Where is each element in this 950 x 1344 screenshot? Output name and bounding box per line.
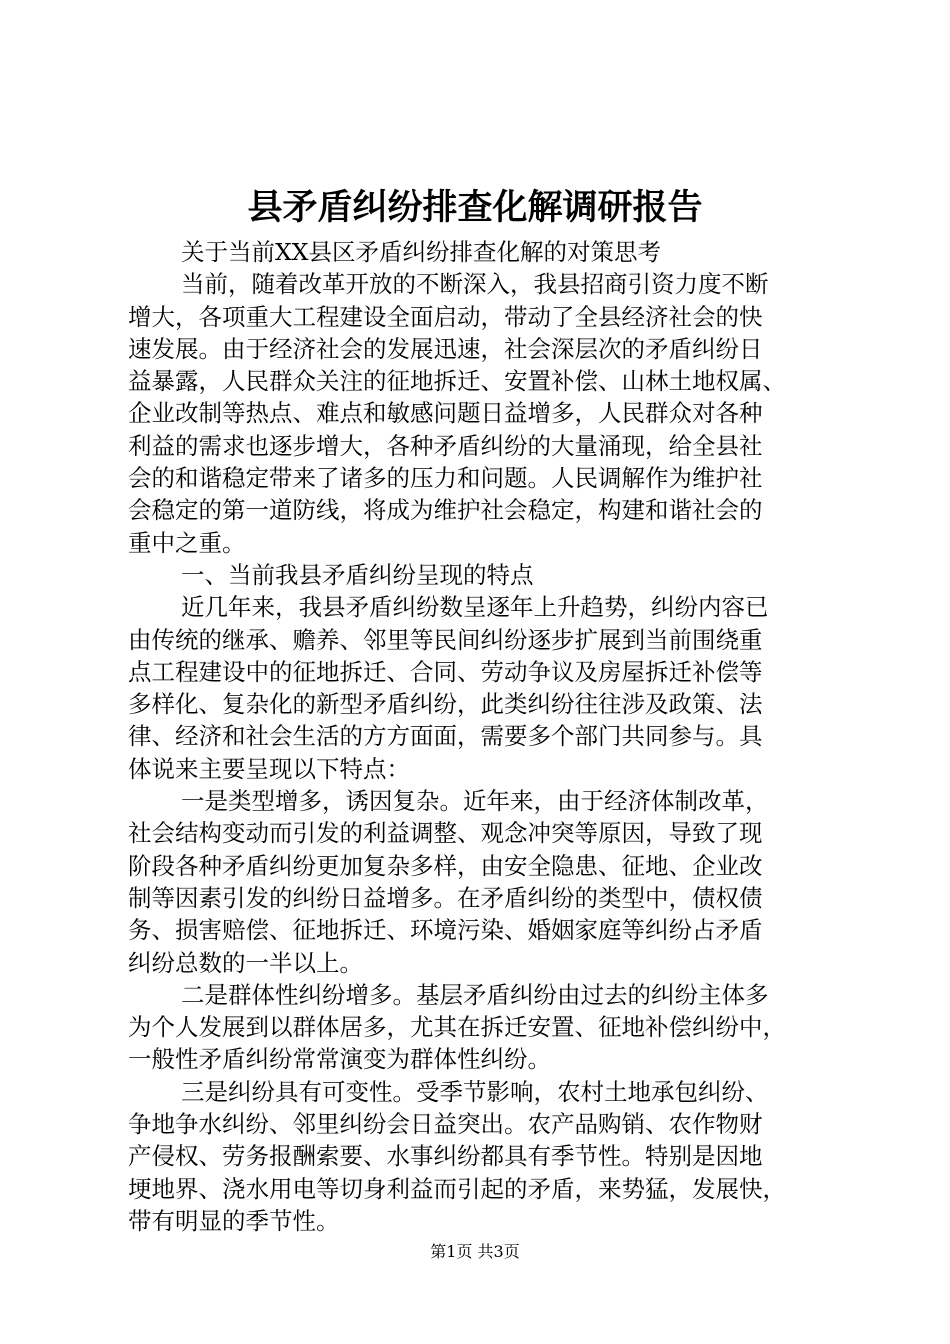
text-line: 埂地界、浇水用电等切身利益而引起的矛盾，来势猛，发展快， [128,1174,786,1203]
text-line: 近几年来，我县矛盾纠纷数呈逐年上升趋势，纠纷内容已 [181,593,769,622]
text-line: 一是类型增多，诱因复杂。近年来，由于经济体制改革， [181,787,769,816]
text-line: 企业改制等热点、难点和敏感问题日益增多，人民群众对各种 [128,399,763,428]
text-line: 益暴露，人民群众关注的征地拆迁、安置补偿、山林土地权属、 [128,367,786,396]
document-title: 县矛盾纠纷排查化解调研报告 [247,187,703,228]
text-line: 会稳定的第一道防线，将成为维护社会稳定，构建和谐社会的 [128,496,763,525]
document-body [128,236,848,1237]
text-line: 利益的需求也逐步增大，各种矛盾纠纷的大量涌现，给全县社 [128,431,763,460]
text-line: 务、损害赔偿、征地拆迁、环境污染、婚姻家庭等纠纷占矛盾 [128,916,763,945]
text-line: 制等因素引发的纠纷日益增多。在矛盾纠纷的类型中，债权债 [128,883,763,912]
text-line: 多样化、复杂化的新型矛盾纠纷，此类纠纷往往涉及政策、法 [128,690,763,719]
text-line: 点工程建设中的征地拆迁、合同、劳动争议及房屋拆迁补偿等 [128,657,763,686]
page-footer: 第1页 共3页 [430,1242,520,1261]
text-line: 速发展。由于经济社会的发展迅速，社会深层次的矛盾纠纷日 [128,334,763,363]
text-line: 社会结构变动而引发的利益调整、观念冲突等原因，导致了现 [128,819,763,848]
section-heading: 一、当前我县矛盾纠纷呈现的特点 [181,560,534,589]
text-line: 由传统的继承、赡养、邻里等民间纠纷逐步扩展到当前围绕重 [128,625,763,654]
text-line: 产侵权、劳务报酬索要、水事纠纷都具有季节性。特别是因地 [128,1142,763,1171]
text-line: 关于当前XX县区矛盾纠纷排查化解的对策思考 [181,238,661,266]
text-line: 律、经济和社会生活的方方面面，需要多个部门共同参与。具 [128,722,763,751]
text-line: 三是纠纷具有可变性。受季节影响，农村土地承包纠纷、 [181,1077,769,1106]
text-line: 当前，随着改革开放的不断深入，我县招商引资力度不断 [181,270,769,299]
text-line: 一般性矛盾纠纷常常演变为群体性纠纷。 [128,1045,551,1074]
text-line: 重中之重。 [128,528,246,557]
text-line: 二是群体性纠纷增多。基层矛盾纠纷由过去的纠纷主体多 [181,980,769,1009]
text-line: 纠纷总数的一半以上。 [128,948,363,977]
text-line: 会的和谐稳定带来了诸多的压力和问题。人民调解作为维护社 [128,464,763,493]
text-line: 阶段各种矛盾纠纷更加复杂多样，由安全隐患、征地、企业改 [128,851,763,880]
text-line: 带有明显的季节性。 [128,1206,340,1235]
text-line: 争地争水纠纷、邻里纠纷会日益突出。农产品购销、农作物财 [128,1110,763,1139]
text-line: 为个人发展到以群体居多，尤其在拆迁安置、征地补偿纠纷中， [128,1013,786,1042]
text-line: 体说来主要呈现以下特点： [128,754,410,783]
text-line: 增大，各项重大工程建设全面启动，带动了全县经济社会的快 [128,302,763,331]
